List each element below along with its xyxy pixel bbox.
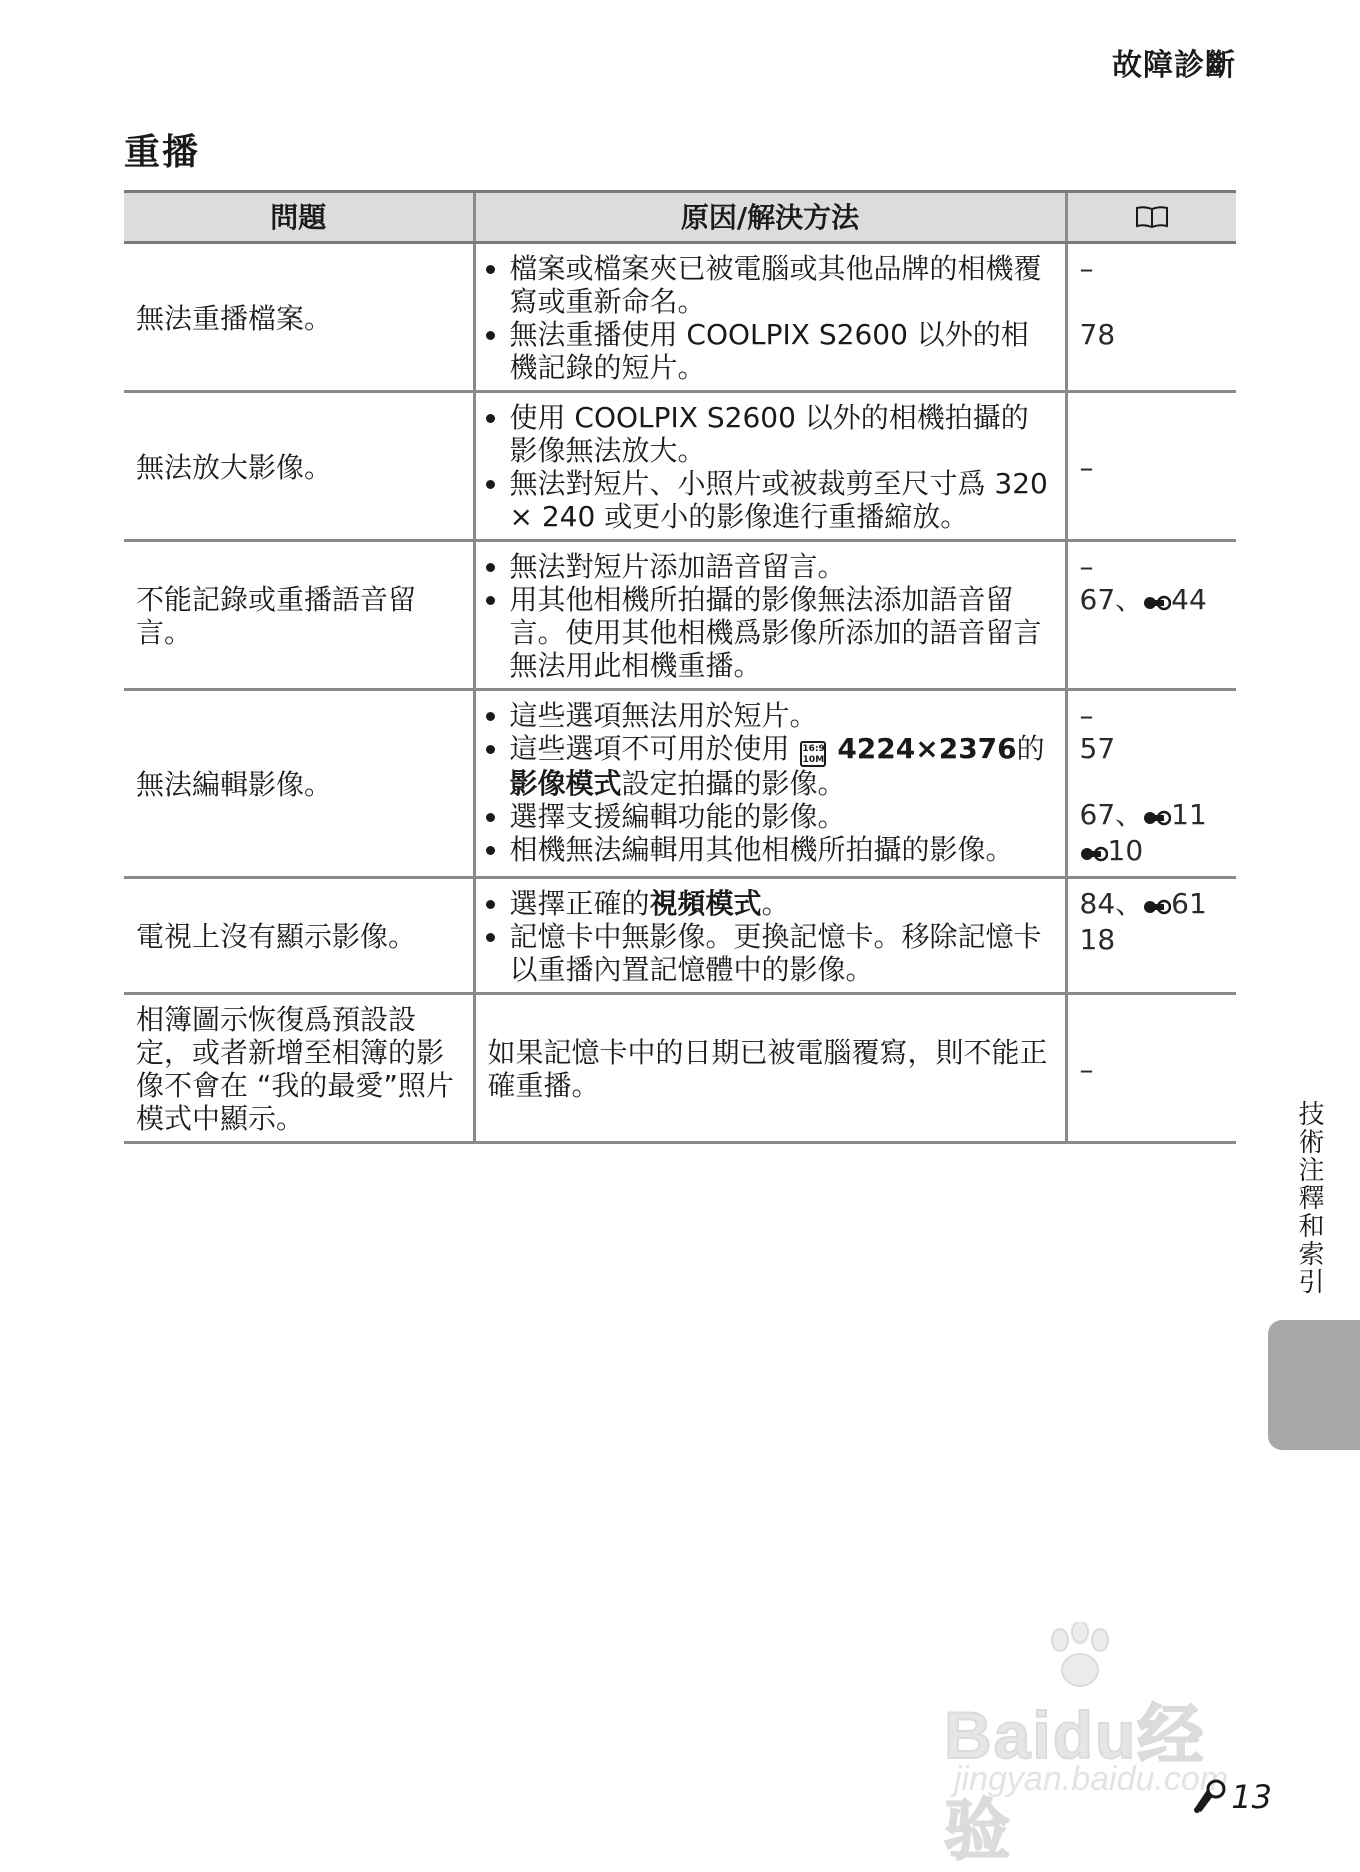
table-row — [124, 878, 1236, 994]
section-title: 重播 — [124, 132, 201, 173]
table-row — [124, 690, 1236, 878]
table-row — [124, 392, 1236, 541]
mode-icon-top-label: 16:9 — [802, 744, 825, 754]
reference-cell — [1066, 392, 1236, 541]
book-icon — [1068, 205, 1237, 229]
cause-cell — [474, 392, 1066, 541]
image-mode-icon — [800, 741, 826, 767]
paw-logo-icon — [1040, 1622, 1120, 1692]
reference-value: 11 — [1171, 798, 1207, 831]
reference-cell — [1066, 690, 1236, 878]
reference-cell — [1066, 878, 1236, 994]
image-mode-term: 影像模式 — [509, 767, 622, 800]
reference-link-icon — [1143, 586, 1171, 619]
running-head: 故障診斷 — [1112, 48, 1236, 83]
cause-item: • 選擇支援編輯功能的影像。 — [510, 800, 1053, 833]
page-number — [1189, 1778, 1272, 1822]
reference-value: 10 — [1107, 834, 1144, 867]
problem-cell: 無法放大影像。 — [124, 392, 474, 541]
watermark-url: jingyan.baidu.com — [954, 1760, 1229, 1798]
cause-item: • 無法對短片添加語音留言。 — [510, 550, 1053, 583]
table-row — [124, 541, 1236, 690]
page-number-value: 13 — [1231, 1778, 1272, 1816]
side-tab-label: 技術注釋和索引 — [1294, 1100, 1324, 1296]
reference-cell — [1066, 994, 1236, 1143]
video-mode-term: 視頻模式 — [649, 887, 762, 920]
reference-line — [1080, 583, 1225, 619]
cause-item: • 這些選項無法用於短片。 — [510, 699, 1053, 732]
problem-cell: 無法編輯影像。 — [124, 690, 474, 878]
watermark-text: Baidu经验 — [944, 1698, 1206, 1867]
reference-value: 57 — [1079, 732, 1116, 765]
reference-cell — [1066, 243, 1236, 392]
cause-text: 。 — [761, 887, 790, 920]
reference-link-icon — [1080, 837, 1108, 870]
cause-item: • 相機無法編輯用其他相機所拍攝的影像。 — [510, 833, 1053, 866]
watermark — [944, 1622, 1264, 1867]
column-header-problem: 問題 — [124, 192, 474, 243]
reference-value: – — [1079, 550, 1094, 583]
cause-item: • 無法對短片、小照片或被裁剪至尺寸爲 320 × 240 或更小的影像進行重播縮放。 — [510, 467, 1053, 533]
reference-line — [1080, 834, 1225, 870]
problem-cell: 無法重播檔案。 — [124, 243, 474, 392]
cause-item: • 用其他相機所拍攝的影像無法添加語音留言。使用其他相機爲影像所添加的語音留言無法用此相機重播。 — [510, 583, 1053, 682]
column-header-cause: 原因/解決方法 — [474, 192, 1066, 243]
reference-value: 18 — [1079, 923, 1116, 956]
cause-text: 這些選項不可用於使用 — [509, 732, 790, 765]
reference-value: 44 — [1171, 583, 1207, 616]
reference-value: – — [1079, 699, 1094, 732]
side-tab — [1268, 1320, 1360, 1450]
reference-link-icon — [1143, 801, 1171, 834]
reference-line — [1080, 887, 1225, 923]
mode-icon-bottom-label: 10M — [802, 755, 825, 765]
reference-value: – — [1079, 252, 1094, 285]
table-row — [124, 243, 1236, 392]
reference-value: – — [1079, 1052, 1094, 1086]
reference-value: 78 — [1079, 318, 1116, 351]
reference-line — [1080, 798, 1225, 834]
column-header-reference — [1066, 192, 1236, 243]
reference-value: 84、 — [1079, 887, 1144, 920]
reference-value: – — [1079, 450, 1094, 484]
cause-cell — [474, 541, 1066, 690]
problem-cell: 相簿圖示恢復爲預設設定，或者新增至相簿的影像不會在 “我的最愛”照片模式中顯示。 — [124, 994, 474, 1143]
reference-icon — [1189, 1778, 1229, 1822]
reference-value: 67、 — [1079, 583, 1144, 616]
cause-item — [510, 732, 1053, 800]
table-row — [124, 994, 1236, 1143]
cause-item: • 無法重播使用 COOLPIX S2600 以外的相機記錄的短片。 — [510, 318, 1053, 384]
problem-cell: 電視上沒有顯示影像。 — [124, 878, 474, 994]
problem-cell: 不能記錄或重播語音留言。 — [124, 541, 474, 690]
cause-item: • 記憶卡中無影像。更換記憶卡。移除記憶卡以重播內置記憶體中的影像。 — [510, 920, 1053, 986]
reference-value: 67、 — [1079, 798, 1144, 831]
reference-value: 61 — [1171, 887, 1207, 920]
cause-cell — [474, 878, 1066, 994]
image-size-value: 4224×2376 — [837, 732, 1017, 765]
cause-item: • 使用 COOLPIX S2600 以外的相機拍攝的影像無法放大。 — [510, 401, 1053, 467]
cause-text: 的 — [1016, 732, 1045, 765]
cause-item: • 檔案或檔案夾已被電腦或其他品牌的相機覆寫或重新命名。 — [510, 252, 1053, 318]
table-header-row — [124, 192, 1236, 243]
troubleshooting-table — [124, 190, 1236, 1144]
cause-cell: 如果記憶卡中的日期已被電腦覆寫，則不能正確重播。 — [474, 994, 1066, 1143]
cause-text: 選擇正確的 — [509, 887, 650, 920]
cause-cell — [474, 690, 1066, 878]
cause-cell — [474, 243, 1066, 392]
reference-cell — [1066, 541, 1236, 690]
cause-text: 設定拍攝的影像。 — [621, 767, 846, 800]
cause-item — [510, 887, 1053, 920]
reference-link-icon — [1143, 890, 1171, 923]
